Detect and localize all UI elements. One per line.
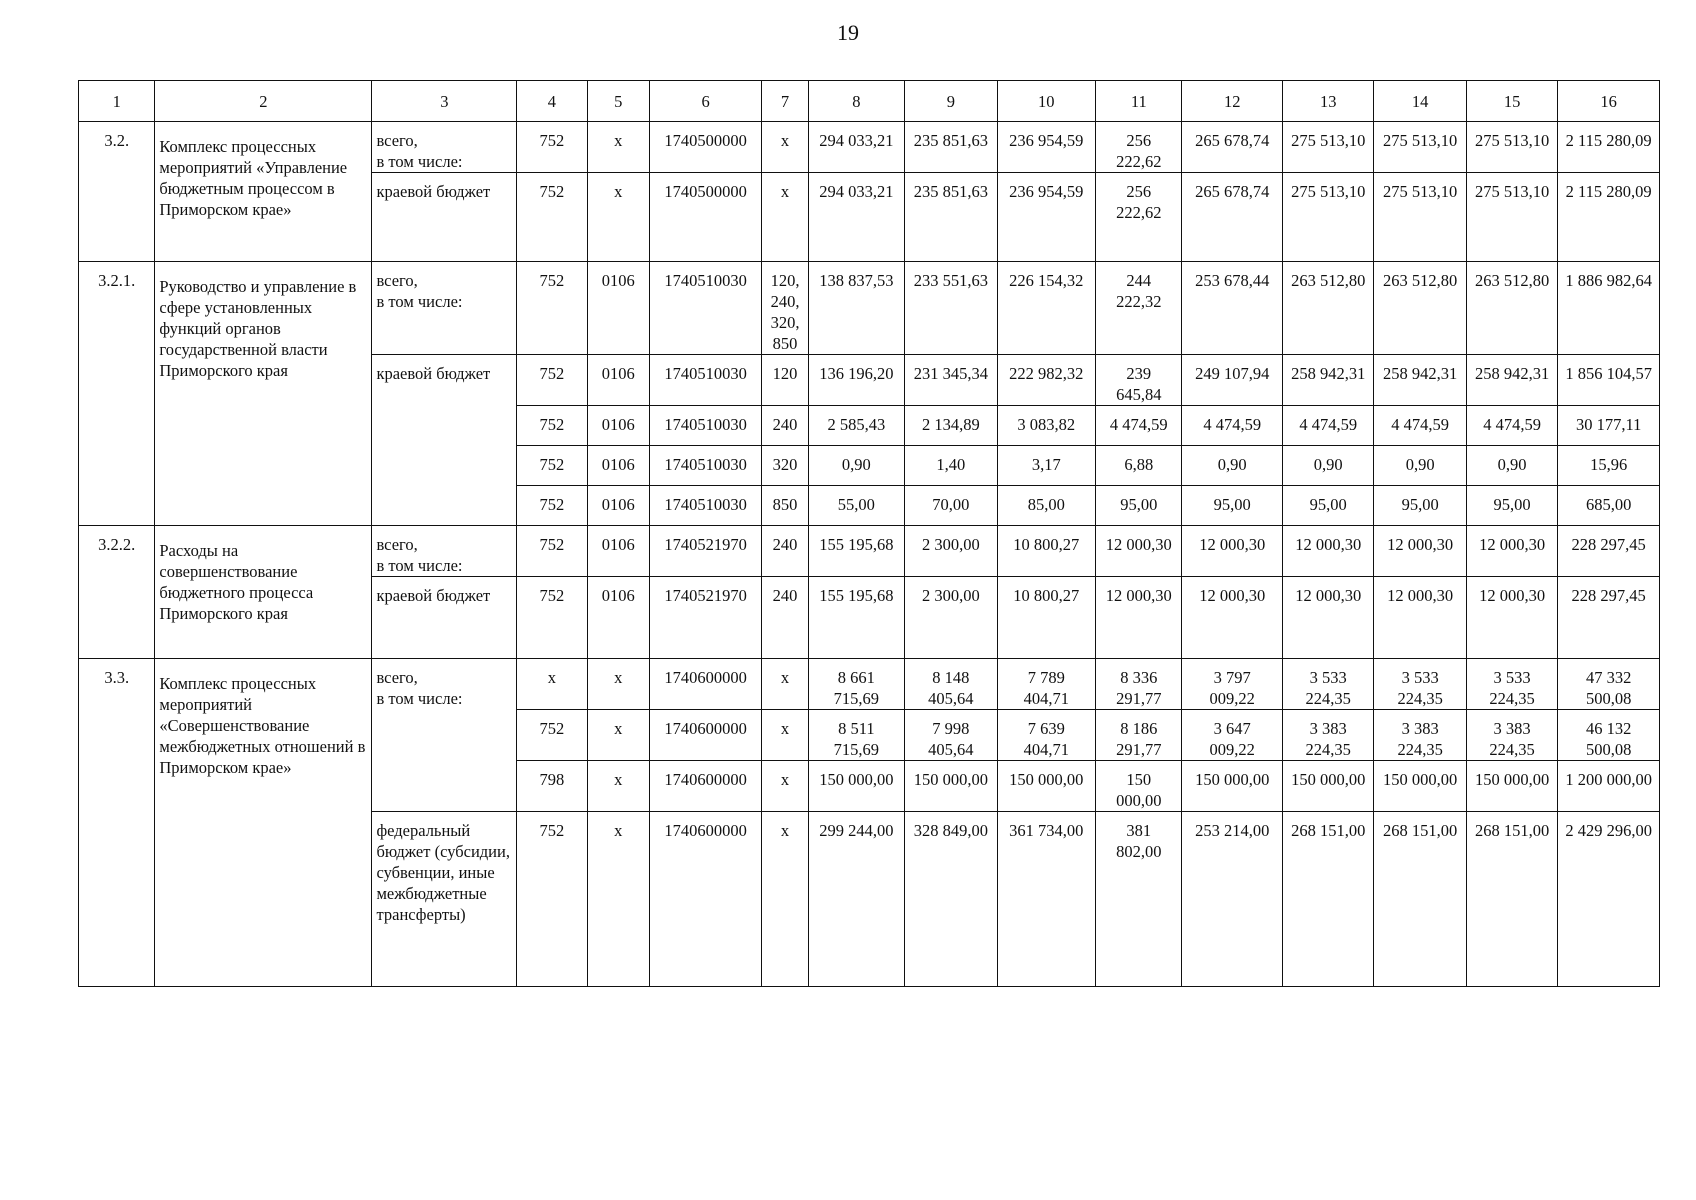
value-cell: 150 000,00 bbox=[1374, 761, 1466, 812]
value-cell: 3 383 224,35 bbox=[1466, 710, 1557, 761]
table-row bbox=[79, 262, 1660, 355]
value-cell: 12 000,30 bbox=[1374, 577, 1466, 659]
value-cell: 3 083,82 bbox=[997, 406, 1095, 446]
value-cell: 150 000,00 bbox=[808, 761, 904, 812]
funding-source: федеральный бюджет (субсидии, субвенции, иные межбюджетные трансферты) bbox=[372, 812, 517, 987]
value-cell: 244 222,32 bbox=[1096, 262, 1182, 355]
value-cell: 361 734,00 bbox=[997, 812, 1095, 987]
value-cell: 752 bbox=[517, 355, 587, 406]
value-cell: 10 800,27 bbox=[997, 577, 1095, 659]
value-cell: 1740500000 bbox=[649, 122, 762, 173]
value-cell: 4 474,59 bbox=[1374, 406, 1466, 446]
value-cell: 55,00 bbox=[808, 486, 904, 526]
value-cell: 275 513,10 bbox=[1282, 122, 1373, 173]
value-cell: 0106 bbox=[587, 577, 649, 659]
value-cell: 275 513,10 bbox=[1374, 122, 1466, 173]
value-cell: 265 678,74 bbox=[1182, 173, 1283, 262]
value-cell: 752 bbox=[517, 577, 587, 659]
value-cell: х bbox=[587, 173, 649, 262]
value-cell: 256 222,62 bbox=[1096, 173, 1182, 262]
value-cell: х bbox=[762, 173, 808, 262]
value-cell: 2 300,00 bbox=[905, 577, 997, 659]
value-cell: 685,00 bbox=[1558, 486, 1660, 526]
value-cell: 15,96 bbox=[1558, 446, 1660, 486]
value-cell: 95,00 bbox=[1182, 486, 1283, 526]
value-cell: 256 222,62 bbox=[1096, 122, 1182, 173]
value-cell: 150 000,00 bbox=[1096, 761, 1182, 812]
table-row bbox=[79, 659, 1660, 710]
value-cell: 150 000,00 bbox=[1182, 761, 1283, 812]
table-row bbox=[79, 526, 1660, 577]
value-cell: 249 107,94 bbox=[1182, 355, 1283, 406]
value-cell: 0106 bbox=[587, 486, 649, 526]
item-name: Расходы на совершенствование бюджетного процесса Приморского края bbox=[155, 526, 372, 659]
value-cell: 0,90 bbox=[1374, 446, 1466, 486]
value-cell: 47 332 500,08 bbox=[1558, 659, 1660, 710]
value-cell: 0,90 bbox=[1282, 446, 1373, 486]
value-cell: 7 639 404,71 bbox=[997, 710, 1095, 761]
value-cell: 120 bbox=[762, 355, 808, 406]
value-cell: 275 513,10 bbox=[1282, 173, 1373, 262]
value-cell: 1740510030 bbox=[649, 262, 762, 355]
value-cell: 12 000,30 bbox=[1282, 577, 1373, 659]
value-cell: 4 474,59 bbox=[1182, 406, 1283, 446]
value-cell: 1740510030 bbox=[649, 355, 762, 406]
value-cell: 236 954,59 bbox=[997, 173, 1095, 262]
value-cell: 4 474,59 bbox=[1096, 406, 1182, 446]
value-cell: 12 000,30 bbox=[1182, 577, 1283, 659]
value-cell: 752 bbox=[517, 122, 587, 173]
table-row bbox=[79, 122, 1660, 173]
value-cell: 263 512,80 bbox=[1466, 262, 1557, 355]
value-cell: 12 000,30 bbox=[1282, 526, 1373, 577]
value-cell: 155 195,68 bbox=[808, 577, 904, 659]
value-cell: 240 bbox=[762, 406, 808, 446]
value-cell: 1740600000 bbox=[649, 710, 762, 761]
value-cell: 258 942,31 bbox=[1466, 355, 1557, 406]
value-cell: 12 000,30 bbox=[1096, 577, 1182, 659]
header-cell: 1 bbox=[79, 81, 155, 122]
value-cell: 752 bbox=[517, 406, 587, 446]
value-cell: 1740600000 bbox=[649, 659, 762, 710]
value-cell: 268 151,00 bbox=[1282, 812, 1373, 987]
header-cell: 2 bbox=[155, 81, 372, 122]
value-cell: 231 345,34 bbox=[905, 355, 997, 406]
value-cell: 239 645,84 bbox=[1096, 355, 1182, 406]
value-cell: 1740600000 bbox=[649, 812, 762, 987]
value-cell: 222 982,32 bbox=[997, 355, 1095, 406]
value-cell: х bbox=[587, 659, 649, 710]
item-number: 3.3. bbox=[79, 659, 155, 987]
value-cell: х bbox=[517, 659, 587, 710]
header-cell: 4 bbox=[517, 81, 587, 122]
value-cell: 1 886 982,64 bbox=[1558, 262, 1660, 355]
value-cell: х bbox=[587, 710, 649, 761]
value-cell: 320 bbox=[762, 446, 808, 486]
header-cell: 6 bbox=[649, 81, 762, 122]
value-cell: 3 797 009,22 bbox=[1182, 659, 1283, 710]
value-cell: 0106 bbox=[587, 446, 649, 486]
value-cell: 258 942,31 bbox=[1374, 355, 1466, 406]
value-cell: х bbox=[587, 812, 649, 987]
value-cell: 228 297,45 bbox=[1558, 577, 1660, 659]
value-cell: 150 000,00 bbox=[905, 761, 997, 812]
value-cell: 752 bbox=[517, 446, 587, 486]
item-name: Комплекс процессных мероприятий «Совершенствование межбюджетных отношений в Приморском крае» bbox=[155, 659, 372, 987]
value-cell: 120, 240, 320, 850 bbox=[762, 262, 808, 355]
value-cell: 3 533 224,35 bbox=[1282, 659, 1373, 710]
value-cell: 235 851,63 bbox=[905, 173, 997, 262]
value-cell: 752 bbox=[517, 812, 587, 987]
value-cell: 1,40 bbox=[905, 446, 997, 486]
value-cell: 136 196,20 bbox=[808, 355, 904, 406]
value-cell: 8 336 291,77 bbox=[1096, 659, 1182, 710]
value-cell: 12 000,30 bbox=[1096, 526, 1182, 577]
value-cell: 46 132 500,08 bbox=[1558, 710, 1660, 761]
header-cell: 7 bbox=[762, 81, 808, 122]
header-cell: 12 bbox=[1182, 81, 1283, 122]
value-cell: 2 585,43 bbox=[808, 406, 904, 446]
value-cell: 752 bbox=[517, 486, 587, 526]
value-cell: 1740510030 bbox=[649, 406, 762, 446]
value-cell: 275 513,10 bbox=[1466, 122, 1557, 173]
value-cell: х bbox=[587, 122, 649, 173]
header-cell: 8 bbox=[808, 81, 904, 122]
value-cell: 228 297,45 bbox=[1558, 526, 1660, 577]
value-cell: 2 115 280,09 bbox=[1558, 173, 1660, 262]
funding-source: всего, в том числе: bbox=[372, 122, 517, 173]
value-cell: 138 837,53 bbox=[808, 262, 904, 355]
value-cell: 235 851,63 bbox=[905, 122, 997, 173]
value-cell: 1740510030 bbox=[649, 486, 762, 526]
value-cell: 240 bbox=[762, 526, 808, 577]
value-cell: 258 942,31 bbox=[1282, 355, 1373, 406]
value-cell: 1740521970 bbox=[649, 526, 762, 577]
value-cell: 226 154,32 bbox=[997, 262, 1095, 355]
value-cell: 8 186 291,77 bbox=[1096, 710, 1182, 761]
value-cell: 2 134,89 bbox=[905, 406, 997, 446]
header-cell: 13 bbox=[1282, 81, 1373, 122]
value-cell: 253 678,44 bbox=[1182, 262, 1283, 355]
value-cell: 3 647 009,22 bbox=[1182, 710, 1283, 761]
value-cell: 0,90 bbox=[1466, 446, 1557, 486]
value-cell: 236 954,59 bbox=[997, 122, 1095, 173]
value-cell: 0106 bbox=[587, 406, 649, 446]
funding-source: краевой бюджет bbox=[372, 355, 517, 526]
value-cell: 0106 bbox=[587, 262, 649, 355]
value-cell: 2 300,00 bbox=[905, 526, 997, 577]
value-cell: 294 033,21 bbox=[808, 122, 904, 173]
value-cell: 752 bbox=[517, 173, 587, 262]
value-cell: 155 195,68 bbox=[808, 526, 904, 577]
value-cell: 1740510030 bbox=[649, 446, 762, 486]
value-cell: 95,00 bbox=[1096, 486, 1182, 526]
value-cell: 1 856 104,57 bbox=[1558, 355, 1660, 406]
value-cell: 381 802,00 bbox=[1096, 812, 1182, 987]
value-cell: 752 bbox=[517, 710, 587, 761]
value-cell: 4 474,59 bbox=[1466, 406, 1557, 446]
value-cell: х bbox=[762, 659, 808, 710]
value-cell: 3 533 224,35 bbox=[1374, 659, 1466, 710]
value-cell: 3 383 224,35 bbox=[1282, 710, 1373, 761]
value-cell: 268 151,00 bbox=[1466, 812, 1557, 987]
value-cell: 3,17 bbox=[997, 446, 1095, 486]
value-cell: 1740500000 bbox=[649, 173, 762, 262]
funding-source: всего, в том числе: bbox=[372, 262, 517, 355]
value-cell: 2 115 280,09 bbox=[1558, 122, 1660, 173]
value-cell: 95,00 bbox=[1466, 486, 1557, 526]
value-cell: 150 000,00 bbox=[1282, 761, 1373, 812]
page-number: 19 bbox=[837, 20, 859, 45]
value-cell: 12 000,30 bbox=[1374, 526, 1466, 577]
value-cell: 150 000,00 bbox=[997, 761, 1095, 812]
value-cell: 8 511 715,69 bbox=[808, 710, 904, 761]
funding-source: всего, в том числе: bbox=[372, 526, 517, 577]
value-cell: 70,00 bbox=[905, 486, 997, 526]
value-cell: 299 244,00 bbox=[808, 812, 904, 987]
value-cell: 253 214,00 bbox=[1182, 812, 1283, 987]
value-cell: х bbox=[587, 761, 649, 812]
value-cell: 275 513,10 bbox=[1466, 173, 1557, 262]
item-number: 3.2. bbox=[79, 122, 155, 262]
value-cell: 95,00 bbox=[1374, 486, 1466, 526]
funding-source: краевой бюджет bbox=[372, 173, 517, 262]
value-cell: 4 474,59 bbox=[1282, 406, 1373, 446]
value-cell: 12 000,30 bbox=[1182, 526, 1283, 577]
value-cell: 268 151,00 bbox=[1374, 812, 1466, 987]
value-cell: 8 148 405,64 bbox=[905, 659, 997, 710]
value-cell: 85,00 bbox=[997, 486, 1095, 526]
value-cell: 0,90 bbox=[1182, 446, 1283, 486]
value-cell: 150 000,00 bbox=[1466, 761, 1557, 812]
value-cell: 265 678,74 bbox=[1182, 122, 1283, 173]
header-cell: 15 bbox=[1466, 81, 1557, 122]
value-cell: 0106 bbox=[587, 355, 649, 406]
value-cell: 95,00 bbox=[1282, 486, 1373, 526]
value-cell: 12 000,30 bbox=[1466, 526, 1557, 577]
header-cell: 14 bbox=[1374, 81, 1466, 122]
item-name: Руководство и управление в сфере установленных функций органов государственной власти Приморского края bbox=[155, 262, 372, 526]
value-cell: 12 000,30 bbox=[1466, 577, 1557, 659]
budget-table bbox=[78, 80, 1660, 987]
value-cell: х bbox=[762, 812, 808, 987]
value-cell: 0106 bbox=[587, 526, 649, 577]
header-cell: 5 bbox=[587, 81, 649, 122]
value-cell: 1 200 000,00 bbox=[1558, 761, 1660, 812]
funding-source: всего, в том числе: bbox=[372, 659, 517, 812]
value-cell: 275 513,10 bbox=[1374, 173, 1466, 262]
value-cell: 30 177,11 bbox=[1558, 406, 1660, 446]
item-number: 3.2.1. bbox=[79, 262, 155, 526]
header-cell: 9 bbox=[905, 81, 997, 122]
value-cell: 752 bbox=[517, 262, 587, 355]
value-cell: 3 383 224,35 bbox=[1374, 710, 1466, 761]
value-cell: 7 789 404,71 bbox=[997, 659, 1095, 710]
header-cell: 16 bbox=[1558, 81, 1660, 122]
value-cell: 0,90 bbox=[808, 446, 904, 486]
header-row bbox=[79, 81, 1660, 122]
header-cell: 10 bbox=[997, 81, 1095, 122]
value-cell: 850 bbox=[762, 486, 808, 526]
funding-source: краевой бюджет bbox=[372, 577, 517, 659]
value-cell: 2 429 296,00 bbox=[1558, 812, 1660, 987]
value-cell: 328 849,00 bbox=[905, 812, 997, 987]
value-cell: 294 033,21 bbox=[808, 173, 904, 262]
value-cell: 3 533 224,35 bbox=[1466, 659, 1557, 710]
item-name: Комплекс процессных мероприятий «Управление бюджетным процессом в Приморском крае» bbox=[155, 122, 372, 262]
value-cell: х bbox=[762, 761, 808, 812]
value-cell: 798 bbox=[517, 761, 587, 812]
value-cell: 240 bbox=[762, 577, 808, 659]
value-cell: х bbox=[762, 122, 808, 173]
item-number: 3.2.2. bbox=[79, 526, 155, 659]
header-cell: 11 bbox=[1096, 81, 1182, 122]
value-cell: 752 bbox=[517, 526, 587, 577]
value-cell: 10 800,27 bbox=[997, 526, 1095, 577]
value-cell: 7 998 405,64 bbox=[905, 710, 997, 761]
value-cell: 233 551,63 bbox=[905, 262, 997, 355]
value-cell: х bbox=[762, 710, 808, 761]
value-cell: 8 661 715,69 bbox=[808, 659, 904, 710]
header-cell: 3 bbox=[372, 81, 517, 122]
value-cell: 263 512,80 bbox=[1374, 262, 1466, 355]
value-cell: 263 512,80 bbox=[1282, 262, 1373, 355]
value-cell: 1740521970 bbox=[649, 577, 762, 659]
value-cell: 6,88 bbox=[1096, 446, 1182, 486]
value-cell: 1740600000 bbox=[649, 761, 762, 812]
